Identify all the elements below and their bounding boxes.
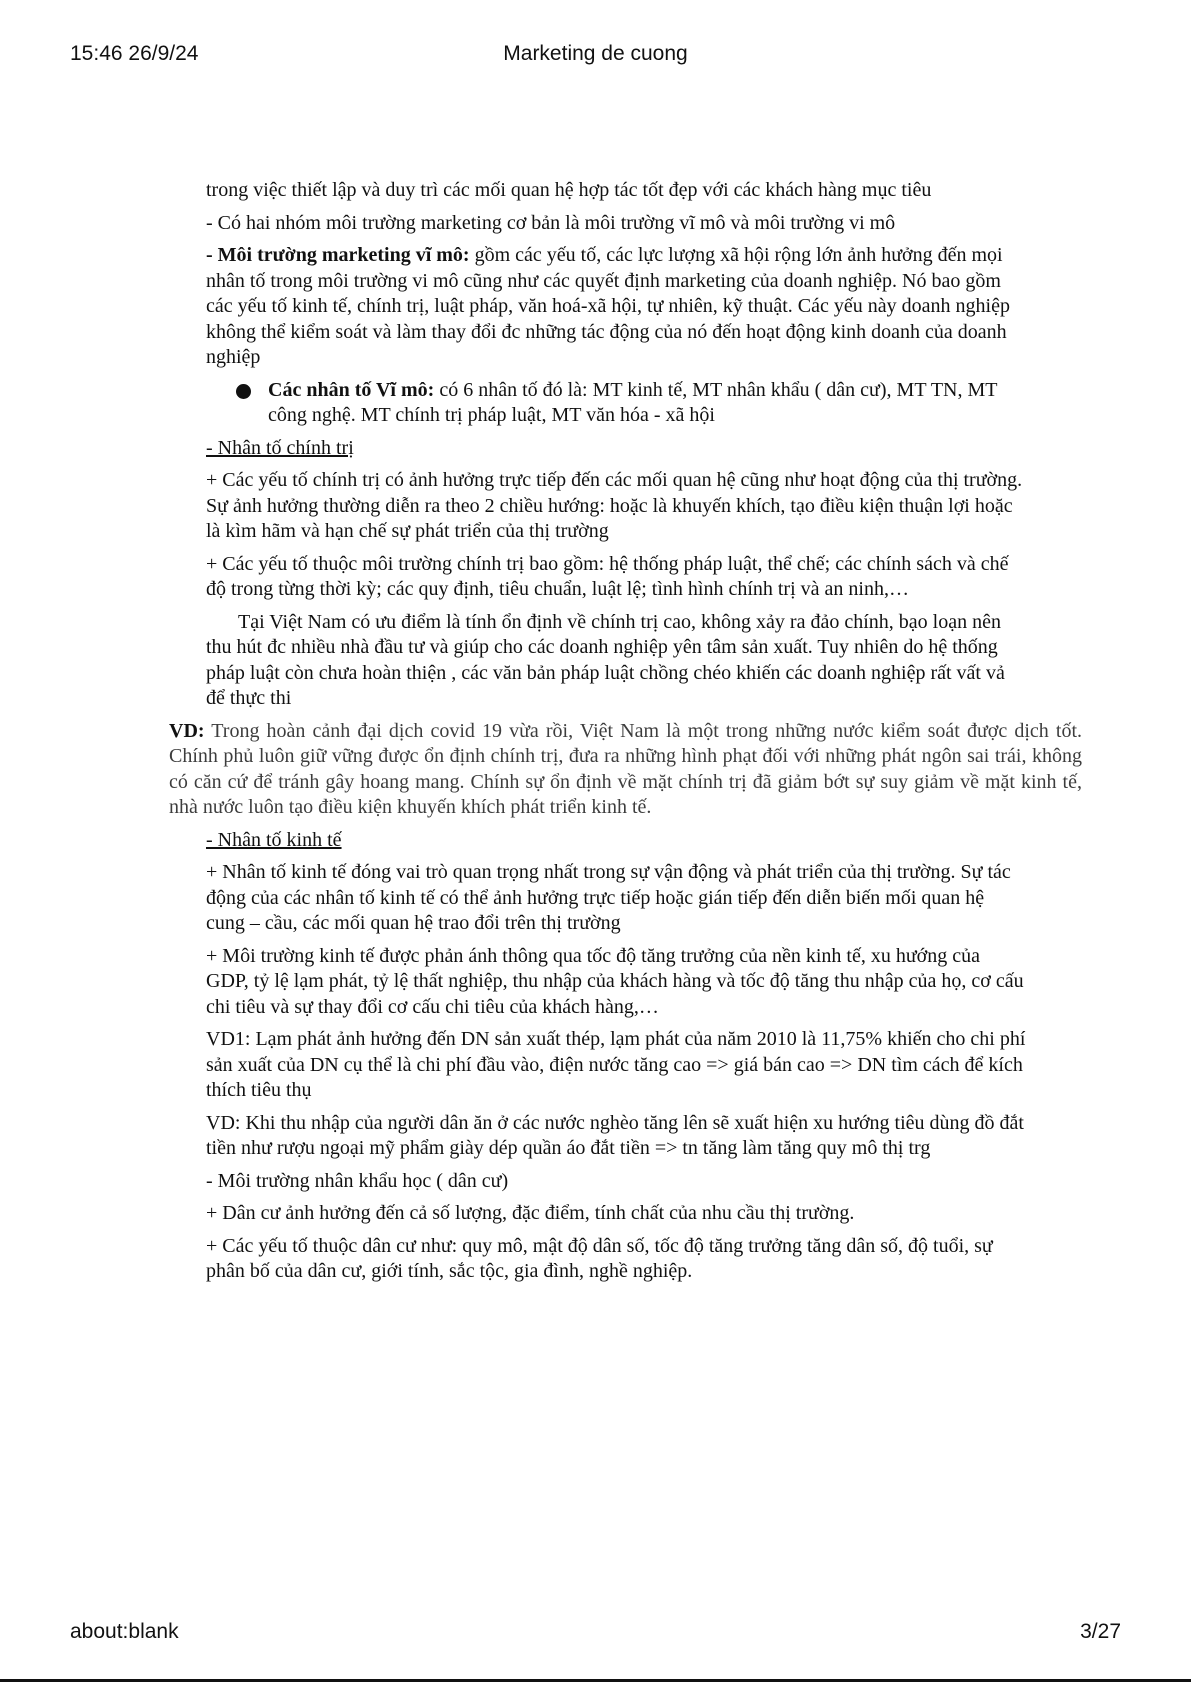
document-title: Marketing de cuong <box>503 42 688 65</box>
macro-factors-text: có 6 nhân tố đó là: MT kinh tế, MT nhân khẩu ( dân cư), MT TN, MT công nghệ. MT chính trị pháp luật, MT văn hóa - xã hội <box>268 378 998 426</box>
bullet-macro-factors <box>206 378 1026 429</box>
paragraph-political-influence: + Các yếu tố chính trị có ảnh hưởng trực tiếp đến các mối quan hệ cũng như hoạt động của thị trường. Sự ảnh hưởng thường diễn ra theo 2 chiều hướng: hoặc là khuyến khích, tạo điều kiện thuận lợi hoặc là kìm hãm và hạn chế sự phát triển của thị trường <box>206 469 1023 542</box>
paragraph-two-environments: - Có hai nhóm môi trường marketing cơ bản là môi trường vĩ mô và môi trường vi mô <box>206 211 896 234</box>
page-content <box>169 178 1082 1292</box>
example-inflation: VD1: Lạm phát ảnh hưởng đến DN sản xuất thép, lạm phát của năm 2010 là 11,75% khiến cho chi phí sản xuất của DN cụ thể là chi phí đầu vào, điện nước tăng cao => giá bán cao => DN tìm cách để kích thích tiêu thụ <box>206 1028 1026 1101</box>
paragraph-vietnam-politics: Tại Việt Nam có ưu điểm là tính ổn định về chính trị cao, không xảy ra đảo chính, bạo loạn nên thu hút đc nhiều nhà đầu tư và giúp cho các doanh nghiệp yên tâm sản xuất. Tuy nhiên do hệ thống pháp luật còn chưa hoàn thiện , các văn bản pháp luật chồng chéo khiến các doanh nghiệp rất vất vả để thực thi <box>206 610 1005 709</box>
heading-economic-factor: - Nhân tố kinh tế <box>206 828 342 851</box>
heading-demographic-environment: - Môi trường nhân khẩu học ( dân cư) <box>206 1169 509 1192</box>
example-covid <box>169 719 1082 821</box>
paragraph-macro-environment <box>206 243 1026 371</box>
example-covid-text: Trong hoàn cảnh đại dịch covid 19 vừa rồi, Việt Nam là một trong những nước kiểm soát được dịch tốt. Chính phủ luôn giữ vững được ổn định chính trị, đưa ra những hình phạt đối với những phát ngôn sai trái, không có căn cứ để tránh gây hoang mang. Chính sự ổn định về mặt chính trị đã giảm bớt sự suy giảm về mặt kinh tế, nhà nước luôn tạo điều kiện khuyến khích phát triển kinh tế. <box>169 719 1082 818</box>
paragraph-population-elements: + Các yếu tố thuộc dân cư như: quy mô, mật độ dân số, tốc độ tăng trưởng tăng dân số, độ tuổi, sự phân bố của dân cư, giới tính, sắc tộc, gia đình, nghề nghiệp. <box>206 1234 993 1282</box>
bullet-dot-icon <box>236 384 251 399</box>
paragraph-economic-role: + Nhân tố kinh tế đóng vai trò quan trọng nhất trong sự vận động và phát triển của thị trường. Sự tác động của các nhân tố kinh tế có thể ảnh hưởng trực tiếp hoặc gián tiếp đến diễn biến mối quan hệ cung – cầu, các mối quan hệ trao đổi trên thị trường <box>206 861 1011 934</box>
example-label: VD: <box>169 719 205 742</box>
example-income: VD: Khi thu nhập của người dân ăn ở các nước nghèo tăng lên sẽ xuất hiện xu hướng tiêu dùng đồ đắt tiền như rượu ngoại mỹ phẩm giày dép quần áo đắt tiền => tn tăng làm tăng quy mô thị trg <box>206 1111 1024 1159</box>
page-url: about:blank <box>70 1620 179 1643</box>
paragraph-population-influence: + Dân cư ảnh hưởng đến cả số lượng, đặc điểm, tính chất của nhu cầu thị trường. <box>206 1202 855 1224</box>
paragraph-economic-indicators: + Môi trường kinh tế được phản ánh thông qua tốc độ tăng trưởng của nền kinh tế, xu hướng của GDP, tỷ lệ lạm phát, tỷ lệ thất nghiệp, thu nhập của khách hàng và tốc độ tăng thu nhập của họ, cơ cấu chi tiêu và sự thay đổi cơ cấu chi tiêu của khách hàng,… <box>206 944 1024 1018</box>
print-datetime: 15:46 26/9/24 <box>70 42 199 65</box>
page-number: 3/27 <box>1080 1620 1121 1643</box>
page-bottom-divider <box>0 1679 1191 1682</box>
paragraph-political-elements: + Các yếu tố thuộc môi trường chính trị bao gồm: hệ thống pháp luật, thể chế; các chính sách và chế độ trong từng thời kỳ; các quy định, tiêu chuẩn, luật lệ; tình hình chính trị và an ninh,… <box>206 552 1009 600</box>
paragraph-intro-continued: trong việc thiết lập và duy trì các mối quan hệ hợp tác tốt đẹp với các khách hàng mục tiêu <box>206 179 932 201</box>
macro-environment-text: gồm các yếu tố, các lực lượng xã hội rộng lớn ảnh hưởng đến mọi nhân tố trong môi trường vi mô cũng như các quyết định marketing của doanh nghiệp. Nó bao gồm các yếu tố kinh tế, chính trị, luật pháp, văn hoá-xã hội, tự nhiên, kỹ thuật. Các yếu này doanh nghiệp không thể kiểm soát và làm thay đổi đc những tác động của nó đến hoạt động kinh doanh của doanh nghiệp <box>206 244 1010 368</box>
macro-factors-heading: Các nhân tố Vĩ mô: <box>268 378 435 401</box>
heading-political-factor: - Nhân tố chính trị <box>206 436 354 459</box>
macro-environment-heading: - Môi trường marketing vĩ mô: <box>206 244 470 266</box>
